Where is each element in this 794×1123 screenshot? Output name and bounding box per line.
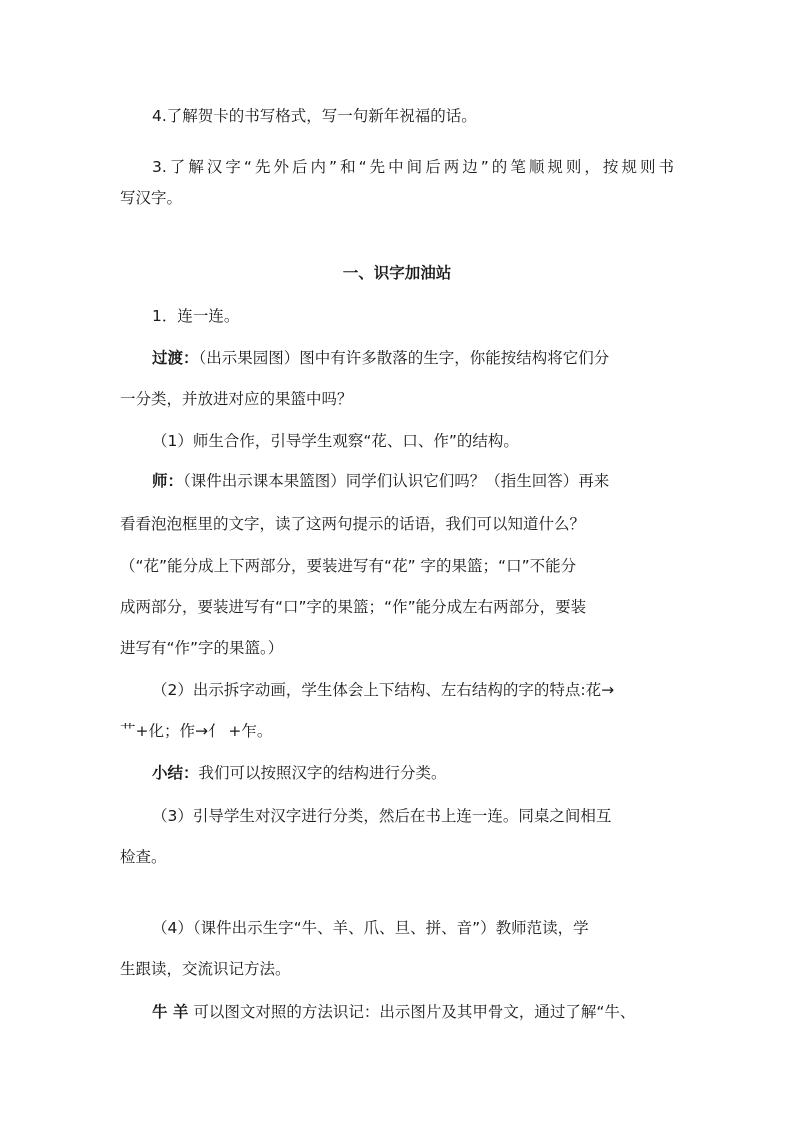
objective-4: 4.了解贺卡的书写格式，写一句新年祝福的话。 bbox=[152, 107, 477, 125]
transition-lead: 过渡： bbox=[152, 349, 199, 367]
transition-paragraph-line-1 bbox=[152, 348, 609, 368]
teacher-paragraph-line-5: 进写有“作”字的果篮。） bbox=[120, 639, 284, 657]
step-4-line-1: （4）（课件出示生字“牛、羊、爪、旦、拼、音”）教师范读，学 bbox=[152, 919, 589, 937]
niu-yang-lead: 牛 羊 bbox=[152, 1003, 189, 1021]
objective-3-line-2: 写汉字。 bbox=[120, 189, 183, 207]
transition-paragraph-line-2: 一分类，并放进对应的果篮中吗？ bbox=[120, 390, 353, 408]
section-heading: 一、识字加油站 bbox=[342, 264, 452, 282]
step-3-line-1: （3）引导学生对汉字进行分类，然后在书上连一连。同桌之间相互 bbox=[152, 807, 612, 825]
niu-yang-text: 可以图文对照的方法识记：出示图片及其甲骨文，通过了解“牛、 bbox=[188, 1003, 636, 1021]
step-2-line-2: 艹+化；作→亻 +乍。 bbox=[120, 722, 273, 740]
objective-3-line-1: 3.了解汉字“先外后内”和“先中间后两边”的笔顺规则，按规则书 bbox=[152, 158, 674, 176]
teacher-paragraph-line-4: 成两部分，要装进写有“口”字的果篮；“作”能分成左右两部分，要装 bbox=[120, 598, 587, 616]
teacher-paragraph-line-3: （“花”能分成上下两部分，要装进写有“花” 字的果篮；“口”不能分 bbox=[120, 557, 577, 575]
summary-lead: 小结： bbox=[152, 764, 199, 782]
step-1: （1）师生合作，引导学生观察“花、口、作”的结构。 bbox=[152, 432, 519, 450]
teacher-paragraph-line-1 bbox=[152, 471, 609, 491]
step-3-line-2: 检查。 bbox=[120, 848, 167, 866]
niu-yang-paragraph bbox=[152, 1002, 635, 1022]
transition-text: （出示果园图）图中有许多散落的生字，你能按结构将它们分 bbox=[198, 349, 610, 367]
step-2-line-1: （2）出示拆字动画，学生体会上下结构、左右结构的字的特点:花→ bbox=[152, 681, 615, 699]
summary-text: 我们可以按照汉字的结构进行分类。 bbox=[198, 764, 447, 782]
summary-paragraph bbox=[152, 763, 447, 783]
step-4-line-2: 生跟读，交流识记方法。 bbox=[120, 960, 291, 978]
teacher-paragraph-line-2: 看看泡泡框里的文字，读了这两句提示的话语，我们可以知道什么？ bbox=[120, 515, 586, 533]
item-1-title: 1．连一连。 bbox=[152, 307, 240, 325]
teacher-lead: 师： bbox=[152, 472, 184, 490]
teacher-text: （课件出示课本果篮图）同学们认识它们吗？（指生回答）再来 bbox=[183, 472, 610, 490]
